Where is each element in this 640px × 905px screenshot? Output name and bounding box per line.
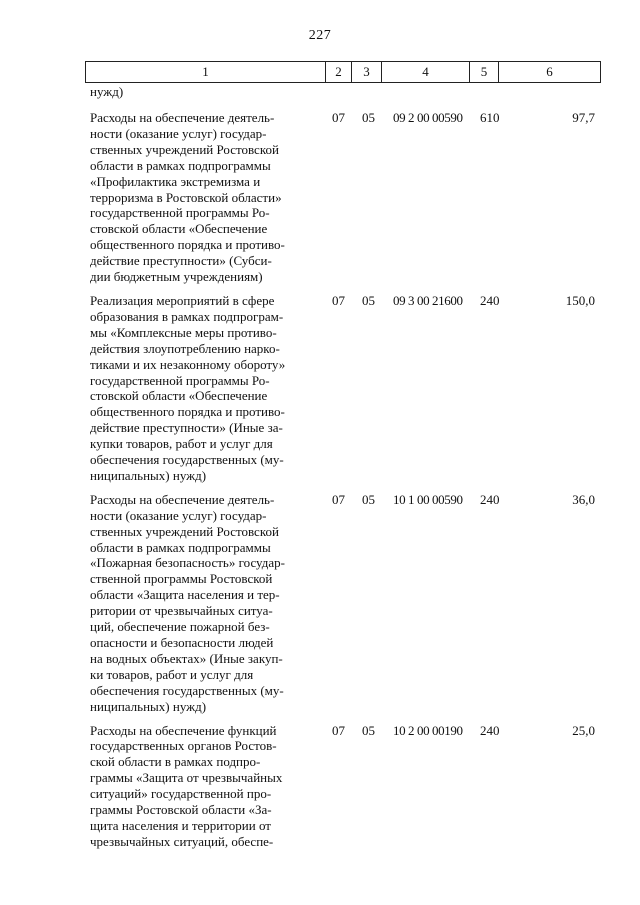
- description-line: терроризма в Ростовской области»: [90, 189, 282, 205]
- description-line: ниципальных) нужд): [90, 698, 207, 714]
- description-line: ситуаций» государственной про-: [90, 786, 272, 802]
- column-header-2: 2: [326, 62, 352, 83]
- column-header-5: 5: [470, 62, 499, 83]
- page-number: 227: [308, 28, 332, 43]
- section-code: 07: [332, 292, 345, 308]
- description-line: образования в рамках подпрограм-: [90, 308, 284, 324]
- description-line: мы «Комплексные меры противо-: [90, 324, 277, 340]
- description-line: Расходы на обеспечение функций: [90, 722, 277, 738]
- description-line: чрезвычайных ситуаций, обеспе-: [90, 833, 274, 849]
- row-description: [90, 293, 322, 484]
- amount: 97,7: [572, 110, 595, 125]
- description-line: «Профилактика экстремизма и: [90, 173, 261, 189]
- amount: 36,0: [572, 491, 595, 507]
- description-line: обеспечения государственных (му-: [90, 452, 284, 468]
- section-code: 07: [332, 110, 345, 125]
- description-line: дии бюджетным учреждениям): [90, 269, 263, 285]
- description-line: общественного порядка и противо-: [90, 404, 285, 420]
- target-article-code: 09 2 00 00590: [393, 110, 463, 125]
- column-header-row: [85, 61, 601, 83]
- description-line: тиками и их незаконному обороту»: [90, 356, 286, 372]
- description-line: области «Защита населения и тер-: [90, 587, 280, 603]
- description-line: «Пожарная безопасность» государ-: [90, 555, 285, 571]
- continuation-text: нужд): [90, 84, 124, 99]
- amount: 25,0: [572, 722, 595, 738]
- column-header-1: 1: [86, 62, 326, 83]
- column-header-3: 3: [352, 62, 382, 83]
- description-line: ки товаров, работ и услуг для: [90, 666, 254, 682]
- subsection-code: 05: [362, 722, 375, 738]
- description-line: действие преступности» (Субси-: [90, 253, 272, 269]
- description-line: общественного порядка и противо-: [90, 237, 285, 253]
- amount: 150,0: [565, 292, 595, 308]
- section-code: 07: [332, 491, 345, 507]
- description-line: ритории от чрезвычайных ситуа-: [90, 603, 273, 619]
- description-line: области в рамках подпрограммы: [90, 157, 271, 173]
- description-line: ности (оказание услуг) государ-: [90, 507, 267, 523]
- row-description: [90, 492, 322, 715]
- expense-type-code: 240: [480, 722, 500, 738]
- table-body: [90, 110, 605, 858]
- target-article-code: 10 1 00 00590: [393, 491, 463, 507]
- description-line: обеспечения государственных (му-: [90, 682, 284, 698]
- subsection-code: 05: [362, 110, 375, 125]
- description-line: щита населения и территории от: [90, 817, 271, 833]
- description-line: опасности и безопасности людей: [90, 635, 274, 650]
- description-line: стовской области «Обеспечение: [90, 221, 268, 237]
- description-line: ций, обеспечение пожарной без-: [90, 619, 270, 635]
- column-header-6: 6: [499, 62, 601, 83]
- column-header-4: 4: [382, 62, 470, 83]
- table-row: [90, 723, 605, 850]
- subsection-code: 05: [362, 491, 375, 507]
- target-article-code: 10 2 00 00190: [393, 722, 463, 738]
- table-row: [90, 110, 605, 285]
- description-line: граммы Ростовской области «За-: [90, 802, 272, 818]
- description-line: ности (оказание услуг) государ-: [90, 125, 267, 141]
- expense-type-code: 240: [480, 292, 500, 308]
- description-line: Реализация мероприятий в сфере: [90, 292, 275, 308]
- description-line: ственных учреждений Ростовской: [90, 523, 279, 539]
- description-line: Расходы на обеспечение деятель-: [90, 491, 275, 507]
- expense-type-code: 240: [480, 491, 500, 507]
- description-line: ственных учреждений Ростовской: [90, 141, 279, 157]
- description-line: Расходы на обеспечение деятель-: [90, 110, 275, 125]
- description-line: ственной программы Ростовской: [90, 571, 273, 587]
- row-description: [90, 110, 322, 285]
- subsection-code: 05: [362, 292, 375, 308]
- description-line: ниципальных) нужд): [90, 467, 207, 483]
- description-line: государственных органов Ростов-: [90, 738, 277, 754]
- table-row: [90, 492, 605, 715]
- description-line: ской области в рамках подпро-: [90, 754, 261, 770]
- description-line: граммы «Защита от чрезвычайных: [90, 770, 283, 786]
- description-line: государственной программы Ро-: [90, 205, 270, 221]
- description-line: государственной программы Ро-: [90, 372, 270, 388]
- row-description: [90, 723, 322, 850]
- section-code: 07: [332, 722, 345, 738]
- description-line: действия злоупотреблению нарко-: [90, 340, 280, 356]
- target-article-code: 09 3 00 21600: [393, 292, 463, 308]
- description-line: действие преступности» (Иные за-: [90, 420, 283, 436]
- description-line: купки товаров, работ и услуг для: [90, 436, 273, 452]
- description-line: области в рамках подпрограммы: [90, 539, 271, 555]
- table-row: [90, 293, 605, 484]
- description-line: стовской области «Обеспечение: [90, 388, 268, 404]
- description-line: на водных объектах» (Иные закуп-: [90, 650, 283, 666]
- expense-type-code: 610: [480, 110, 500, 125]
